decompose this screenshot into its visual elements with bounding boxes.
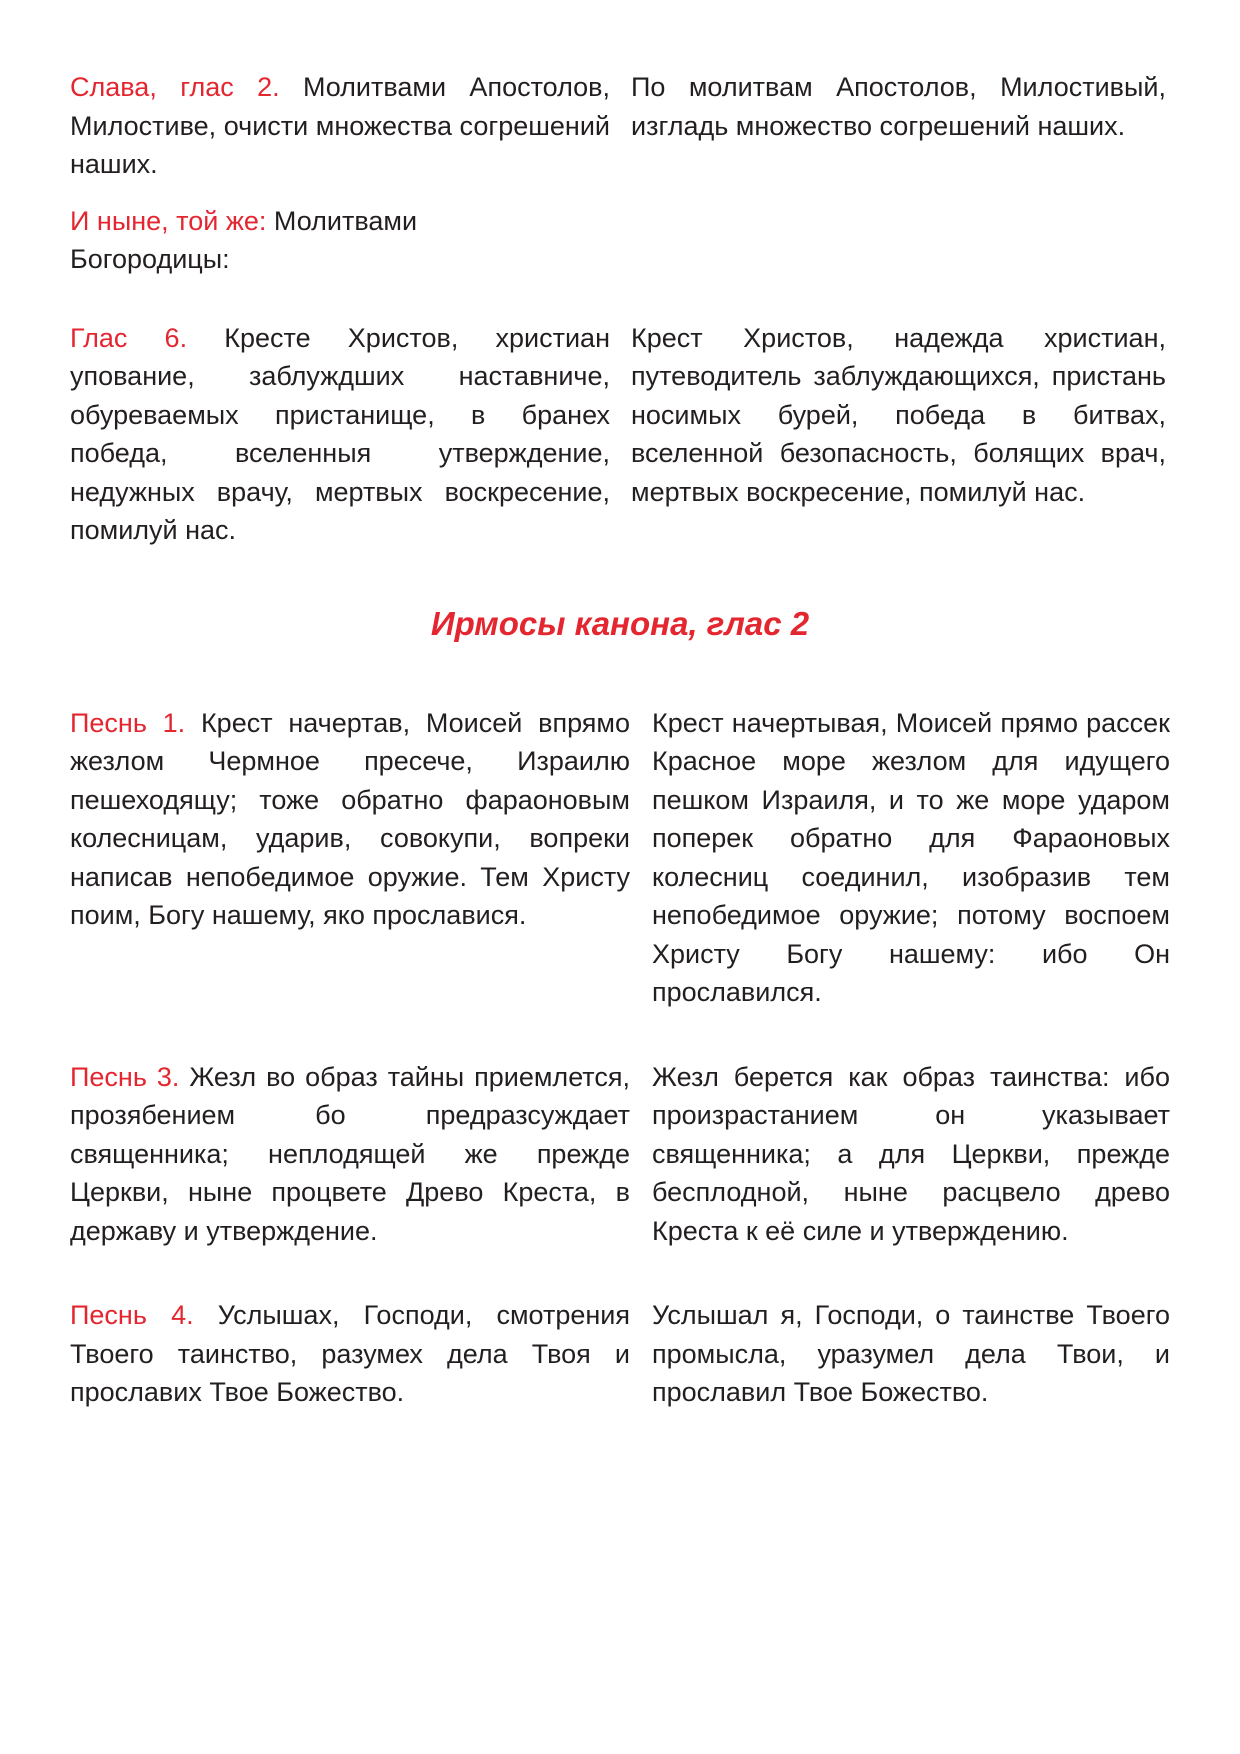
irmos-song-1 [70, 704, 1170, 1012]
song-3-text: Жезл во образ тайны приемлется, прозябением бо предразсуждает священника; неплодящей же прежде Церкви, ныне процвете Древо Креста, в державу и утверждение. [70, 1061, 630, 1246]
song-1-slavonic-text [70, 704, 630, 935]
song-3-slavonic-text [70, 1058, 630, 1251]
document-page [70, 68, 1170, 1412]
slava-slavonic-text [70, 68, 610, 184]
song-4-label: Песнь 4. [70, 1300, 194, 1330]
song-4-translation: Услышал я, Господи, о таинстве Твоего промысла, уразумел дела Твои, и прославил Твое Божество. [652, 1300, 1170, 1407]
slava-text: Молитвами Апостолов, Милостиве, очисти множества согрешений наших. [70, 72, 610, 179]
i-nyne-label: И ныне, той же: [70, 205, 267, 236]
i-nyne-slavonic-text [70, 202, 480, 279]
glas-6-label: Глас 6. [70, 322, 188, 353]
song-4-text: Услышах, Господи, смотрения Твоего таинство, разумех дела Твоя и прославих Твое Божество. [70, 1300, 630, 1407]
glas-6-slavonic-text [70, 319, 610, 550]
song-3-label: Песнь 3. [70, 1061, 180, 1092]
song-1-label: Песнь 1. [70, 707, 186, 738]
song-4-slavonic-text [70, 1296, 630, 1412]
song-1-translation: Крест начертывая, Моисей прямо рассек Красное море жезлом для идущего пешком Израиля, и то же море ударом поперек обратно для Фараоновых колесниц соединил, изобразив тем непобедимое оружие; потому воспоем Христу Богу нашему: ибо Он прославился. [652, 707, 1170, 1007]
irmos-song-3 [70, 1058, 1170, 1251]
slava-translation: По молитвам Апостолов, Милостивый, изгладь множество согрешений наших. [631, 72, 1166, 141]
slava-label: Слава, глас 2. [70, 72, 280, 102]
song-3-translation: Жезл берется как образ таинства: ибо произрастанием он указывает священника; а для Церкви, прежде бесплодной, ныне расцвело древо Креста к её силе и утверждению. [652, 1061, 1170, 1246]
glas-6-text: Кресте Христов, христиан упование, заблуждших наставниче, обуреваемых пристанище, в бранех победа, вселенныя утверждение, недужных врачу, мертвых воскресение, помилуй нас. [70, 322, 610, 545]
glas-6-translation: Крест Христов, надежда христиан, путеводитель заблуждающихся, пристань носимых бурей, победа в битвах, вселенной безопасность, болящих врач, мертвых воскресение, помилуй нас. [631, 322, 1166, 507]
song-1-text: Крест начертав, Моисей впрямо жезлом Чермное пресече, Израилю пешеходящу; тоже обратно фараоновым колесницам, ударив, совокупи, вопреки написав непобедимое оружие. Тем Христу поим, Богу нашему, яко прославися. [70, 707, 631, 930]
i-nyne-text: Молитвами Богородицы: [70, 205, 418, 274]
irmos-song-4 [70, 1296, 1170, 1412]
section-heading: Ирмосы канона, глас 2 [430, 604, 810, 642]
section-i-nyne [70, 202, 1170, 279]
section-slava [70, 68, 1170, 184]
section-glas-6 [70, 319, 1170, 550]
